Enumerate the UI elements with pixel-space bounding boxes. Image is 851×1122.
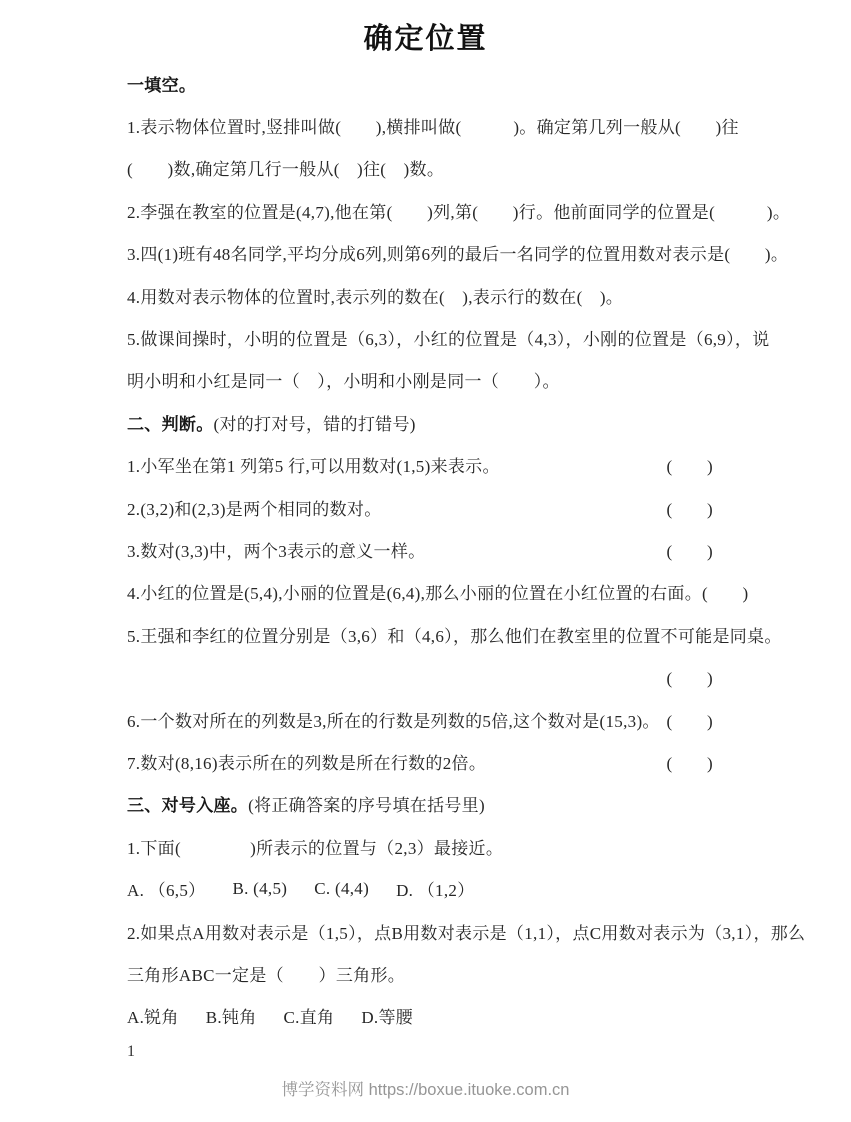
judge-q2-row — [127, 486, 739, 528]
section-2-heading — [127, 401, 739, 443]
choice-q1-options — [127, 867, 739, 909]
choice-q2-line-2: 三角形ABC一定是（ ）三角形。 — [127, 965, 406, 985]
judge-q1-text: 1.小军坐在第1 列第5 行,可以用数对(1,5)来表示。 — [127, 457, 500, 477]
judge-q2-answer-bracket: ( ) — [666, 499, 713, 519]
judge-q6-text: 6.一个数对所在的列数是3,所在的行数是列数的5倍,这个数对是(15,3)。 — [127, 711, 660, 731]
fill-q1-line-1: 1.表示物体位置时,竖排叫做( ),横排叫做( )。确定第几列一般从( )往 — [127, 118, 739, 138]
section-2-heading-text: 二、判断。 — [127, 414, 214, 434]
fill-q5-line-2: 明小明和小红是同一（ ），小明和小刚是同一（ ）。 — [127, 372, 560, 392]
judge-q5-answer-row — [127, 655, 739, 697]
judge-q4-text: 4.小红的位置是(5,4),小丽的位置是(6,4),那么小丽的位置在小红位置的右面。 — [127, 584, 702, 604]
judge-q5-text: 5.王强和李红的位置分别是（3,6）和（4,6），那么他们在教室里的位置不可能是同桌。 — [127, 626, 782, 646]
judge-q7-text: 7.数对(8,16)表示所在的列数是所在行数的2倍。 — [127, 753, 487, 773]
choice-q1-option-c: C. (4,4) — [314, 878, 370, 898]
judge-q1-answer-bracket: ( ) — [666, 457, 713, 477]
judge-q5-answer-bracket: ( ) — [666, 669, 713, 689]
fill-q2: 2.李强在教室的位置是(4,7),他在第( )列,第( )行。他前面同学的位置是( )。 — [127, 202, 791, 222]
judge-q7-row — [127, 740, 739, 782]
section-2-heading-note: (对的打对号，错的打错号) — [213, 414, 416, 434]
footer-watermark: 博学资料网 https://boxue.ituoke.com.cn — [281, 1081, 570, 1099]
page-number: 1 — [127, 1042, 135, 1060]
choice-q2-option-d: D.等腰 — [361, 1008, 414, 1028]
choice-q2-option-a: A.锐角 — [127, 1008, 179, 1028]
page-title: 确定位置 — [363, 23, 488, 55]
judge-q4-answer-bracket: ( ) — [702, 584, 749, 604]
fill-q5-line-1: 5.做课间操时，小明的位置是（6,3），小红的位置是（4,3），小刚的位置是（6,9），说 — [127, 330, 770, 350]
judge-q3-row — [127, 528, 739, 570]
choice-q2-option-c: C.直角 — [283, 1008, 335, 1028]
judge-q4-row — [127, 571, 749, 613]
choice-q1-option-a: A. （6,5） — [127, 881, 206, 901]
section-3-heading — [127, 783, 739, 825]
section-1-heading-text: 一填空。 — [127, 75, 197, 95]
fill-q4: 4.用数对表示物体的位置时,表示列的数在( ),表示行的数在( )。 — [127, 287, 624, 307]
fill-q3: 3.四(1)班有48名同学,平均分成6列,则第6列的最后一名同学的位置用数对表示是( )。 — [127, 245, 789, 265]
choice-q1-option-b: B. (4,5) — [232, 878, 288, 898]
judge-q3-text: 3.数对(3,3)中，两个3表示的意义一样。 — [127, 541, 426, 561]
judge-q6-answer-bracket: ( ) — [666, 711, 713, 731]
section-3-heading-text: 三、对号入座。 — [127, 796, 249, 816]
section-1-heading — [127, 62, 739, 104]
choice-q2-line-1: 2.如果点A用数对表示是（1,5），点B用数对表示是（1,1），点C用数对表示为（3,1），那么 — [127, 923, 806, 943]
judge-q1-row — [127, 444, 739, 486]
section-3-heading-note: (将正确答案的序号填在括号里) — [248, 796, 485, 816]
judge-q2-text: 2.(3,2)和(2,3)是两个相同的数对。 — [127, 499, 382, 519]
judge-q6-row — [127, 698, 739, 740]
judge-q3-answer-bracket: ( ) — [666, 541, 713, 561]
choice-q1-option-d: D. （1,2） — [396, 881, 475, 901]
judge-q7-answer-bracket: ( ) — [666, 753, 713, 773]
choice-q1-text: 1.下面( )所表示的位置与（2,3）最接近。 — [127, 838, 504, 858]
worksheet-content — [127, 62, 806, 1067]
choice-q2-option-b: B.钝角 — [205, 1008, 257, 1028]
choice-q2-options — [127, 995, 739, 1037]
fill-q1-line-2: ( )数,确定第几行一般从( )往( )数。 — [127, 160, 445, 180]
